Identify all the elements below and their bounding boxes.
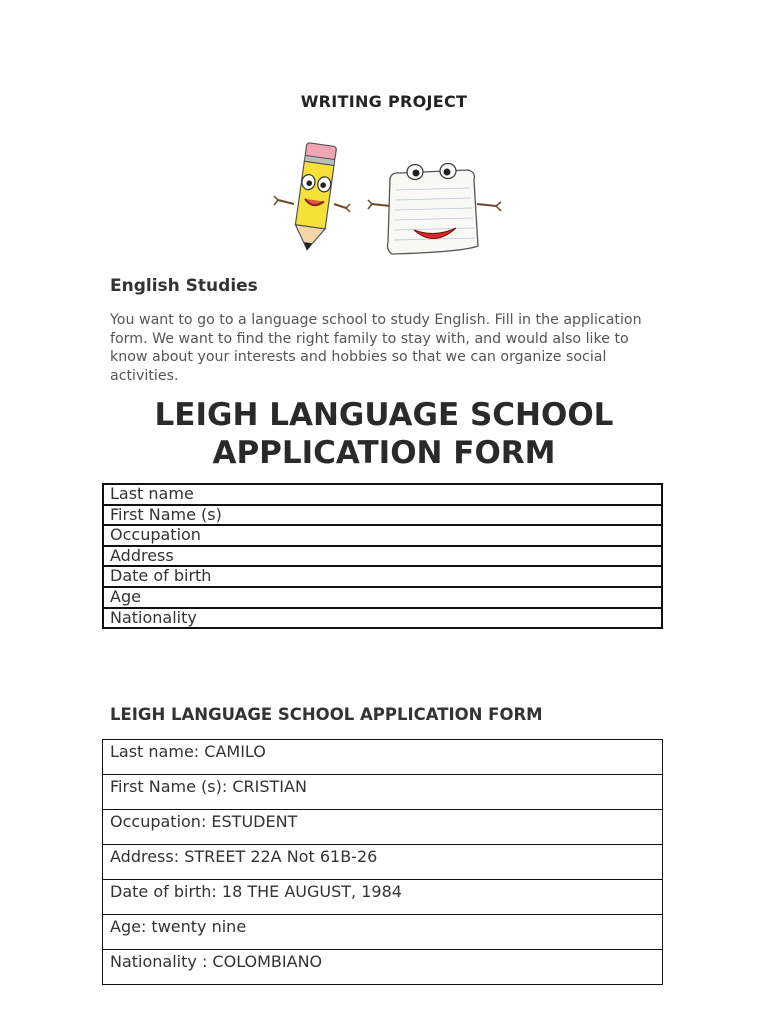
answer-first-name: First Name (s): CRISTIAN <box>103 775 663 810</box>
table-row <box>103 525 662 546</box>
answer-date-of-birth: Date of birth: 18 THE AUGUST, 1984 <box>103 880 663 915</box>
field-nationality: Nationality <box>103 608 662 629</box>
table-row <box>103 484 662 505</box>
pencil-icon <box>274 143 350 253</box>
field-first-name: First Name (s) <box>103 505 662 526</box>
blank-application-table <box>102 483 663 629</box>
illustration <box>272 138 512 258</box>
table-row <box>103 845 663 880</box>
field-date-of-birth: Date of birth <box>103 566 662 587</box>
table-row <box>103 608 662 629</box>
form-title <box>0 396 768 472</box>
answer-age: Age: twenty nine <box>103 915 663 950</box>
section-heading: English Studies <box>110 276 258 296</box>
field-occupation: Occupation <box>103 525 662 546</box>
intro-text: You want to go to a language school to study English. Fill in the application form. We want to find the right family to stay with, and would also like to know about your interests and hobbies so that we can organize social activities. <box>110 312 642 384</box>
form-title-line-2: APPLICATION FORM <box>212 435 556 471</box>
table-row <box>103 810 663 845</box>
field-age: Age <box>103 587 662 608</box>
table-row <box>103 505 662 526</box>
paper-icon <box>368 164 501 255</box>
table-row <box>103 880 663 915</box>
field-last-name: Last name <box>103 484 662 505</box>
answer-address: Address: STREET 22A Not 61B-26 <box>103 845 663 880</box>
table-row <box>103 775 663 810</box>
table-row <box>103 587 662 608</box>
table-row <box>103 950 663 985</box>
answer-last-name: Last name: CAMILO <box>103 740 663 775</box>
table-row <box>103 566 662 587</box>
table-row <box>103 915 663 950</box>
table-row <box>103 546 662 567</box>
answer-nationality: Nationality : COLOMBIANO <box>103 950 663 985</box>
answer-occupation: Occupation: ESTUDENT <box>103 810 663 845</box>
completed-form-heading: LEIGH LANGUAGE SCHOOL APPLICATION FORM <box>110 705 543 724</box>
completed-application-table <box>102 739 663 985</box>
form-title-line-1: LEIGH LANGUAGE SCHOOL <box>154 397 614 433</box>
field-address: Address <box>103 546 662 567</box>
page-title: WRITING PROJECT <box>300 92 468 111</box>
table-row <box>103 740 663 775</box>
